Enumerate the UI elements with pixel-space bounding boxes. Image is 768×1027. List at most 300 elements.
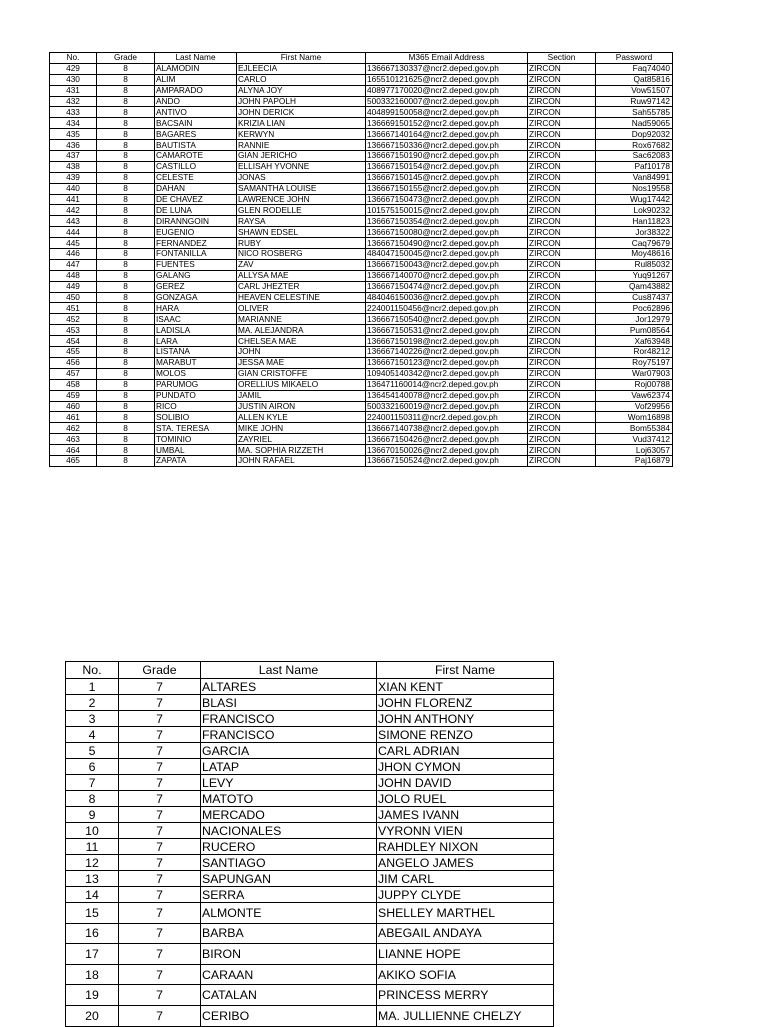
cell-grade: 8 <box>97 140 155 151</box>
cell-email: 136667150473@ncr2.deped.gov.ph <box>366 194 528 205</box>
cell-no: 449 <box>50 281 97 292</box>
cell-grade: 8 <box>97 314 155 325</box>
cell-no: 457 <box>50 368 97 379</box>
table-row <box>50 303 673 314</box>
cell-grade: 8 <box>97 172 155 183</box>
cell-section: ZIRCON <box>528 401 596 412</box>
cell-last-name: BAUTISTA <box>155 140 237 151</box>
cell-last-name: ALTARES <box>201 679 377 695</box>
cell-last-name: PUNDATO <box>155 390 237 401</box>
cell-password: Vof29956 <box>596 401 673 412</box>
cell-password: Rox67682 <box>596 140 673 151</box>
cell-email: 136667140226@ncr2.deped.gov.ph <box>366 347 528 358</box>
cell-no: 459 <box>50 390 97 401</box>
header-email: M365 Email Address <box>366 53 528 64</box>
table-row <box>50 194 673 205</box>
cell-first-name: MA. ALEJANDRA <box>237 325 366 336</box>
header-grade: Grade <box>97 53 155 64</box>
cell-first-name: CARL ADRIAN <box>377 743 554 759</box>
cell-grade: 7 <box>119 964 201 985</box>
cell-last-name: PARUMOG <box>155 379 237 390</box>
table-row <box>50 325 673 336</box>
cell-password: Paj16879 <box>596 455 673 466</box>
cell-email: 136667140738@ncr2.deped.gov.ph <box>366 423 528 434</box>
cell-last-name: DIRANNGOIN <box>155 216 237 227</box>
cell-email: 136667150524@ncr2.deped.gov.ph <box>366 455 528 466</box>
cell-grade: 8 <box>97 423 155 434</box>
cell-no: 455 <box>50 347 97 358</box>
cell-password: Roj00788 <box>596 379 673 390</box>
cell-section: ZIRCON <box>528 455 596 466</box>
cell-email: 136667150474@ncr2.deped.gov.ph <box>366 281 528 292</box>
cell-section: ZIRCON <box>528 172 596 183</box>
cell-grade: 8 <box>97 216 155 227</box>
cell-grade: 8 <box>97 390 155 401</box>
cell-last-name: FRANCISCO <box>201 727 377 743</box>
cell-grade: 8 <box>97 151 155 162</box>
cell-first-name: VYRONN VIEN <box>377 823 554 839</box>
cell-password: Qam43882 <box>596 281 673 292</box>
table-row <box>66 944 554 965</box>
cell-section: ZIRCON <box>528 205 596 216</box>
cell-no: 435 <box>50 129 97 140</box>
cell-grade: 8 <box>97 183 155 194</box>
cell-section: ZIRCON <box>528 314 596 325</box>
cell-last-name: EUGENIO <box>155 227 237 238</box>
table-row <box>50 183 673 194</box>
cell-last-name: CAMAROTE <box>155 151 237 162</box>
cell-password: Loj63057 <box>596 445 673 456</box>
cell-email: 136669150152@ncr2.deped.gov.ph <box>366 118 528 129</box>
cell-no: 431 <box>50 85 97 96</box>
table-row <box>50 445 673 456</box>
cell-password: War07903 <box>596 368 673 379</box>
cell-grade: 8 <box>97 412 155 423</box>
cell-grade: 8 <box>97 336 155 347</box>
cell-no: 453 <box>50 325 97 336</box>
table-row <box>66 775 554 791</box>
cell-password: Ror48212 <box>596 347 673 358</box>
cell-password: Lok90232 <box>596 205 673 216</box>
table-row <box>50 336 673 347</box>
cell-last-name: CERIBO <box>201 1005 377 1026</box>
cell-no: 14 <box>66 887 119 903</box>
cell-email: 109405140342@ncr2.deped.gov.ph <box>366 368 528 379</box>
table-row <box>50 423 673 434</box>
table-row <box>66 695 554 711</box>
cell-last-name: LARA <box>155 336 237 347</box>
cell-no: 11 <box>66 839 119 855</box>
cell-email: 136667150154@ncr2.deped.gov.ph <box>366 161 528 172</box>
table-row <box>50 281 673 292</box>
cell-last-name: ALAMODIN <box>155 63 237 74</box>
cell-grade: 7 <box>119 695 201 711</box>
cell-no: 439 <box>50 172 97 183</box>
cell-first-name: GIAN JERICHO <box>237 151 366 162</box>
cell-no: 443 <box>50 216 97 227</box>
cell-no: 6 <box>66 759 119 775</box>
table-header-row <box>50 53 673 64</box>
table-row <box>50 292 673 303</box>
cell-email: 136670150026@ncr2.deped.gov.ph <box>366 445 528 456</box>
cell-last-name: BACSAIN <box>155 118 237 129</box>
cell-first-name: JOHN DERICK <box>237 107 366 118</box>
cell-first-name: RAHDLEY NIXON <box>377 839 554 855</box>
cell-last-name: GEREZ <box>155 281 237 292</box>
cell-section: ZIRCON <box>528 96 596 107</box>
table-row <box>50 259 673 270</box>
cell-last-name: ANTIVO <box>155 107 237 118</box>
cell-no: 434 <box>50 118 97 129</box>
cell-no: 7 <box>66 775 119 791</box>
cell-grade: 8 <box>97 238 155 249</box>
cell-last-name: BAGARES <box>155 129 237 140</box>
cell-email: 136667130337@ncr2.deped.gov.ph <box>366 63 528 74</box>
table-header-row <box>66 662 554 679</box>
cell-grade: 7 <box>119 775 201 791</box>
cell-first-name: XIAN KENT <box>377 679 554 695</box>
table-row <box>66 839 554 855</box>
cell-first-name: CARLO <box>237 74 366 85</box>
cell-password: Caq79679 <box>596 238 673 249</box>
cell-no: 436 <box>50 140 97 151</box>
cell-first-name: RUBY <box>237 238 366 249</box>
table-row <box>50 74 673 85</box>
cell-section: ZIRCON <box>528 85 596 96</box>
cell-grade: 7 <box>119 791 201 807</box>
cell-password: Yuq91267 <box>596 270 673 281</box>
cell-no: 17 <box>66 944 119 965</box>
cell-password: Vaw62374 <box>596 390 673 401</box>
cell-first-name: JUSTIN AIRON <box>237 401 366 412</box>
table-row <box>50 314 673 325</box>
cell-grade: 8 <box>97 434 155 445</box>
cell-last-name: STA. TERESA <box>155 423 237 434</box>
cell-no: 438 <box>50 161 97 172</box>
cell-first-name: JOLO RUEL <box>377 791 554 807</box>
cell-grade: 7 <box>119 727 201 743</box>
cell-last-name: MERCADO <box>201 807 377 823</box>
cell-email: 224001150311@ncr2.deped.gov.ph <box>366 412 528 423</box>
cell-no: 465 <box>50 455 97 466</box>
cell-no: 460 <box>50 401 97 412</box>
cell-first-name: JOHN DAVID <box>377 775 554 791</box>
cell-first-name: AKIKO SOFIA <box>377 964 554 985</box>
cell-section: ZIRCON <box>528 303 596 314</box>
grade8-account-table <box>49 52 673 467</box>
cell-last-name: SOLIBIO <box>155 412 237 423</box>
cell-grade: 8 <box>97 118 155 129</box>
cell-grade: 7 <box>119 871 201 887</box>
cell-grade: 7 <box>119 923 201 944</box>
cell-no: 16 <box>66 923 119 944</box>
cell-no: 433 <box>50 107 97 118</box>
cell-no: 430 <box>50 74 97 85</box>
cell-grade: 7 <box>119 855 201 871</box>
cell-grade: 8 <box>97 401 155 412</box>
cell-first-name: ORELLIUS MIKAELO <box>237 379 366 390</box>
cell-first-name: JOHN PAPOLH <box>237 96 366 107</box>
cell-email: 101575150015@ncr2.deped.gov.ph <box>366 205 528 216</box>
table-row <box>66 823 554 839</box>
cell-last-name: ZAPATA <box>155 455 237 466</box>
cell-section: ZIRCON <box>528 151 596 162</box>
cell-last-name: CASTILLO <box>155 161 237 172</box>
cell-section: ZIRCON <box>528 63 596 74</box>
cell-password: Sah55785 <box>596 107 673 118</box>
cell-last-name: GONZAGA <box>155 292 237 303</box>
cell-first-name: LIANNE HOPE <box>377 944 554 965</box>
table-row <box>50 412 673 423</box>
cell-grade: 8 <box>97 357 155 368</box>
cell-grade: 8 <box>97 281 155 292</box>
header-no: No. <box>50 53 97 64</box>
cell-first-name: JIM CARL <box>377 871 554 887</box>
cell-no: 4 <box>66 727 119 743</box>
cell-email: 136667150145@ncr2.deped.gov.ph <box>366 172 528 183</box>
cell-first-name: SAMANTHA LOUISE <box>237 183 366 194</box>
cell-password: Faq74040 <box>596 63 673 74</box>
table-row <box>66 855 554 871</box>
table-row <box>50 107 673 118</box>
cell-grade: 7 <box>119 944 201 965</box>
cell-no: 440 <box>50 183 97 194</box>
cell-grade: 8 <box>97 74 155 85</box>
cell-grade: 8 <box>97 259 155 270</box>
header-grade: Grade <box>119 662 201 679</box>
table-row <box>66 711 554 727</box>
cell-no: 446 <box>50 249 97 260</box>
cell-password: Ruw97142 <box>596 96 673 107</box>
cell-section: ZIRCON <box>528 336 596 347</box>
cell-last-name: BARBA <box>201 923 377 944</box>
cell-email: 484046150036@ncr2.deped.gov.ph <box>366 292 528 303</box>
header-last-name: Last Name <box>201 662 377 679</box>
cell-last-name: SAPUNGAN <box>201 871 377 887</box>
cell-no: 461 <box>50 412 97 423</box>
cell-email: 165510121625@ncr2.deped.gov.ph <box>366 74 528 85</box>
cell-last-name: MOLOS <box>155 368 237 379</box>
cell-section: ZIRCON <box>528 238 596 249</box>
cell-no: 10 <box>66 823 119 839</box>
cell-no: 452 <box>50 314 97 325</box>
cell-password: Bom55384 <box>596 423 673 434</box>
cell-password: Sac62083 <box>596 151 673 162</box>
cell-grade: 8 <box>97 292 155 303</box>
cell-last-name: ISAAC <box>155 314 237 325</box>
cell-first-name: CARL JHEZTER <box>237 281 366 292</box>
cell-last-name: LISTANA <box>155 347 237 358</box>
cell-email: 136667150190@ncr2.deped.gov.ph <box>366 151 528 162</box>
cell-grade: 8 <box>97 85 155 96</box>
table-row <box>66 923 554 944</box>
table-row <box>50 63 673 74</box>
cell-grade: 7 <box>119 711 201 727</box>
cell-last-name: DAHAN <box>155 183 237 194</box>
cell-last-name: LATAP <box>201 759 377 775</box>
cell-first-name: RANNIE <box>237 140 366 151</box>
cell-section: ZIRCON <box>528 347 596 358</box>
cell-grade: 8 <box>97 96 155 107</box>
table-row <box>50 216 673 227</box>
cell-grade: 7 <box>119 823 201 839</box>
table-row <box>50 118 673 129</box>
cell-no: 448 <box>50 270 97 281</box>
cell-grade: 7 <box>119 887 201 903</box>
cell-first-name: JOHN <box>237 347 366 358</box>
cell-first-name: SIMONE RENZO <box>377 727 554 743</box>
cell-no: 2 <box>66 695 119 711</box>
cell-grade: 8 <box>97 325 155 336</box>
cell-password: Vow51507 <box>596 85 673 96</box>
cell-grade: 8 <box>97 368 155 379</box>
cell-password: Xaf63948 <box>596 336 673 347</box>
table-row <box>66 759 554 775</box>
cell-first-name: HEAVEN CELESTINE <box>237 292 366 303</box>
table-row <box>66 807 554 823</box>
cell-email: 408977170020@ncr2.deped.gov.ph <box>366 85 528 96</box>
cell-password: Van84991 <box>596 172 673 183</box>
cell-email: 136667150354@ncr2.deped.gov.ph <box>366 216 528 227</box>
cell-last-name: RUCERO <box>201 839 377 855</box>
cell-password: Rul85032 <box>596 259 673 270</box>
cell-no: 454 <box>50 336 97 347</box>
cell-no: 15 <box>66 903 119 924</box>
cell-grade: 7 <box>119 985 201 1006</box>
cell-last-name: FRANCISCO <box>201 711 377 727</box>
cell-grade: 8 <box>97 455 155 466</box>
cell-section: ZIRCON <box>528 379 596 390</box>
cell-first-name: JOHN RAFAEL <box>237 455 366 466</box>
cell-first-name: ZAV <box>237 259 366 270</box>
cell-grade: 8 <box>97 227 155 238</box>
cell-password: Wom16898 <box>596 412 673 423</box>
cell-no: 3 <box>66 711 119 727</box>
cell-first-name: JOHN ANTHONY <box>377 711 554 727</box>
cell-section: ZIRCON <box>528 161 596 172</box>
cell-section: ZIRCON <box>528 412 596 423</box>
header-first-name: First Name <box>377 662 554 679</box>
cell-grade: 7 <box>119 759 201 775</box>
cell-grade: 8 <box>97 445 155 456</box>
cell-grade: 8 <box>97 270 155 281</box>
cell-email: 136667150490@ncr2.deped.gov.ph <box>366 238 528 249</box>
cell-no: 12 <box>66 855 119 871</box>
cell-section: ZIRCON <box>528 325 596 336</box>
cell-grade: 8 <box>97 129 155 140</box>
cell-last-name: ANDO <box>155 96 237 107</box>
table-row <box>50 205 673 216</box>
cell-email: 136667150426@ncr2.deped.gov.ph <box>366 434 528 445</box>
cell-last-name: SERRA <box>201 887 377 903</box>
cell-password: Nos19558 <box>596 183 673 194</box>
cell-last-name: CATALAN <box>201 985 377 1006</box>
cell-last-name: ALIM <box>155 74 237 85</box>
cell-first-name: MA. SOPHIA RIZZETH <box>237 445 366 456</box>
cell-grade: 8 <box>97 347 155 358</box>
cell-password: Pum08564 <box>596 325 673 336</box>
cell-grade: 7 <box>119 807 201 823</box>
cell-first-name: SHELLEY MARTHEL <box>377 903 554 924</box>
table-row <box>66 903 554 924</box>
cell-section: ZIRCON <box>528 107 596 118</box>
cell-no: 441 <box>50 194 97 205</box>
cell-last-name: TOMINIO <box>155 434 237 445</box>
table-row <box>50 161 673 172</box>
cell-first-name: ANGELO JAMES <box>377 855 554 871</box>
header-section: Section <box>528 53 596 64</box>
cell-section: ZIRCON <box>528 140 596 151</box>
cell-first-name: MA. JULLIENNE CHELZY <box>377 1005 554 1026</box>
table-row <box>50 347 673 358</box>
cell-first-name: MIKE JOHN <box>237 423 366 434</box>
cell-no: 458 <box>50 379 97 390</box>
cell-no: 437 <box>50 151 97 162</box>
cell-grade: 8 <box>97 63 155 74</box>
cell-no: 20 <box>66 1005 119 1026</box>
cell-section: ZIRCON <box>528 227 596 238</box>
header-no: No. <box>66 662 119 679</box>
cell-first-name: ALLYSA MAE <box>237 270 366 281</box>
cell-last-name: ALMONTE <box>201 903 377 924</box>
cell-no: 447 <box>50 259 97 270</box>
cell-no: 456 <box>50 357 97 368</box>
cell-no: 445 <box>50 238 97 249</box>
cell-password: Dop92032 <box>596 129 673 140</box>
table-row <box>66 679 554 695</box>
cell-section: ZIRCON <box>528 423 596 434</box>
cell-last-name: CELESTE <box>155 172 237 183</box>
cell-no: 463 <box>50 434 97 445</box>
cell-first-name: JUPPY CLYDE <box>377 887 554 903</box>
cell-email: 136667140070@ncr2.deped.gov.ph <box>366 270 528 281</box>
cell-grade: 8 <box>97 249 155 260</box>
table-row <box>50 390 673 401</box>
cell-last-name: AMPARADO <box>155 85 237 96</box>
cell-last-name: GALANG <box>155 270 237 281</box>
cell-email: 136667150080@ncr2.deped.gov.ph <box>366 227 528 238</box>
cell-first-name: SHAWN EDSEL <box>237 227 366 238</box>
cell-password: Han11823 <box>596 216 673 227</box>
cell-email: 136667150540@ncr2.deped.gov.ph <box>366 314 528 325</box>
cell-last-name: NACIONALES <box>201 823 377 839</box>
cell-last-name: FERNANDEZ <box>155 238 237 249</box>
cell-last-name: DE CHAVEZ <box>155 194 237 205</box>
cell-section: ZIRCON <box>528 129 596 140</box>
cell-first-name: GIAN CRISTOFFE <box>237 368 366 379</box>
header-password: Password <box>596 53 673 64</box>
cell-email: 484047150045@ncr2.deped.gov.ph <box>366 249 528 260</box>
cell-password: Nad59065 <box>596 118 673 129</box>
cell-last-name: LEVY <box>201 775 377 791</box>
cell-section: ZIRCON <box>528 270 596 281</box>
cell-email: 136667140164@ncr2.deped.gov.ph <box>366 129 528 140</box>
cell-no: 442 <box>50 205 97 216</box>
cell-last-name: CARAAN <box>201 964 377 985</box>
table-row <box>50 357 673 368</box>
cell-password: Wug17442 <box>596 194 673 205</box>
cell-first-name: LAWRENCE JOHN <box>237 194 366 205</box>
cell-no: 429 <box>50 63 97 74</box>
cell-section: ZIRCON <box>528 357 596 368</box>
cell-password: Poc62896 <box>596 303 673 314</box>
cell-email: 136667150155@ncr2.deped.gov.ph <box>366 183 528 194</box>
cell-grade: 7 <box>119 1005 201 1026</box>
cell-last-name: HARA <box>155 303 237 314</box>
grade7-student-table <box>65 661 554 1027</box>
cell-grade: 8 <box>97 161 155 172</box>
cell-grade: 7 <box>119 679 201 695</box>
